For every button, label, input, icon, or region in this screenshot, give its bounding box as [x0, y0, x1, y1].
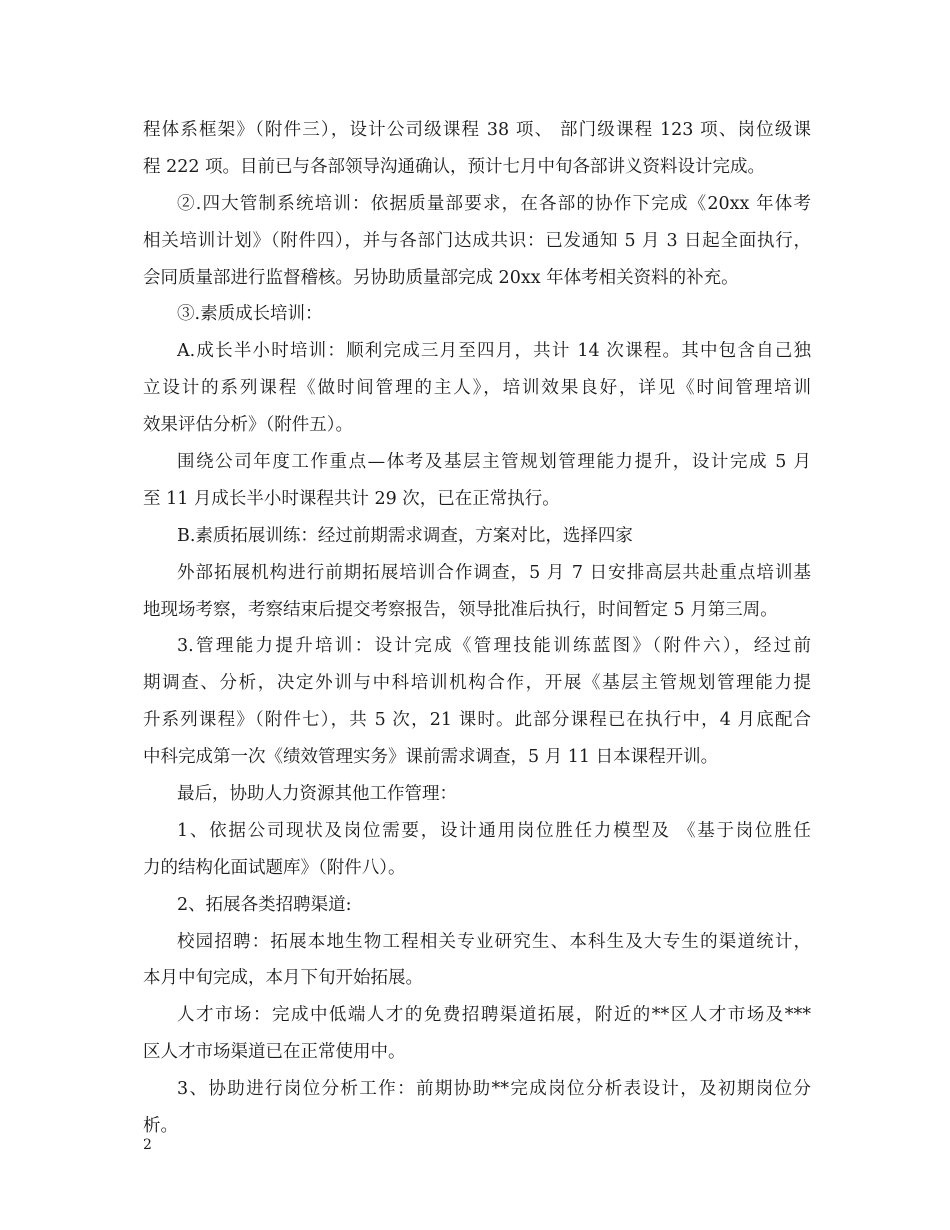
- text-line: 2、拓展各类招聘渠道:: [177, 894, 352, 915]
- document-body: [143, 112, 811, 1145]
- text-line: B.素质拓展训练：经过前期需求调查，方案对比，选择四家: [177, 525, 633, 546]
- text-line: 3.管理能力提升培训：设计完成《管理技能训练蓝图》（附件六），经过前: [177, 636, 811, 657]
- text-line: 外部拓展机构进行前期拓展培训合作调查，5 月 7 日安排高层共赴重点培训基: [177, 562, 811, 583]
- text-line: 至 11 月成长半小时课程共计 29 次，已在正常执行。: [143, 488, 560, 509]
- text-line: 校园招聘：拓展本地生物工程相关专业研究生、本科生及大专生的渠道统计，: [177, 931, 811, 952]
- text-line: 立设计的系列课程《做时间管理的主人》，培训效果良好，详见《时间管理培训: [143, 378, 811, 399]
- text-line: ③.素质成长培训：: [177, 304, 323, 325]
- text-line: 相关培训计划》（附件四），并与各部门达成共识：已发通知 5 月 3 日起全面执行，: [143, 230, 811, 251]
- text-line: 析。: [143, 1116, 178, 1137]
- text-line: 程 222 项。目前已与各部领导沟通确认，预计七月中旬各部讲义资料设计完成。: [143, 156, 766, 177]
- text-line: 最后，协助人力资源其他工作管理：: [177, 784, 457, 805]
- text-line: 中科完成第一次《绩效管理实务》课前需求调查，5 月 11 日本课程开训。: [143, 747, 719, 768]
- text-line: 程体系框架》（附件三），设计公司级课程 38 项、 部门级课程 123 项、岗位级课: [143, 120, 811, 140]
- page-number: 2: [143, 1137, 152, 1153]
- text-line: ②.四大管制系统培训：依据质量部要求，在各部的协作下完成《20xx 年体考: [177, 193, 811, 214]
- text-line: 升系列课程》（附件七），共 5 次，21 课时。此部分课程已在执行中，4 月底配合: [143, 710, 811, 731]
- text-line: 1、依据公司现状及岗位需要，设计通用岗位胜任力模型及 《基于岗位胜任: [177, 820, 811, 841]
- text-line: 期调查、分析，决定外训与中科培训机构合作，开展《基层主管规划管理能力提: [143, 673, 811, 694]
- text-line: 效果评估分析》（附件五）。: [143, 415, 353, 436]
- text-line: 地现场考察，考察结束后提交考察报告，领导批准后执行，时间暂定 5 月第三周。: [143, 599, 778, 620]
- text-line: 会同质量部进行监督稽核。另协助质量部完成 20xx 年体考相关资料的补充。: [143, 267, 739, 288]
- text-line: 围绕公司年度工作重点—体考及基层主管规划管理能力提升，设计完成 5 月: [177, 452, 811, 473]
- text-line: 力的结构化面试题库》（附件八）。: [143, 857, 406, 878]
- text-line: 区人才市场渠道已在正常使用中。: [143, 1042, 406, 1063]
- text-line: 本月中旬完成，本月下旬开始拓展。: [143, 968, 423, 989]
- text-line: 人才市场：完成中低端人才的免费招聘渠道拓展，附近的**区人才市场及***: [177, 1005, 811, 1026]
- text-line: A.成长半小时培训：顺利完成三月至四月，共计 14 次课程。其中包含自己独: [177, 341, 811, 362]
- text-line: 3、协助进行岗位分析工作：前期协助**完成岗位分析表设计，及初期岗位分: [177, 1079, 811, 1100]
